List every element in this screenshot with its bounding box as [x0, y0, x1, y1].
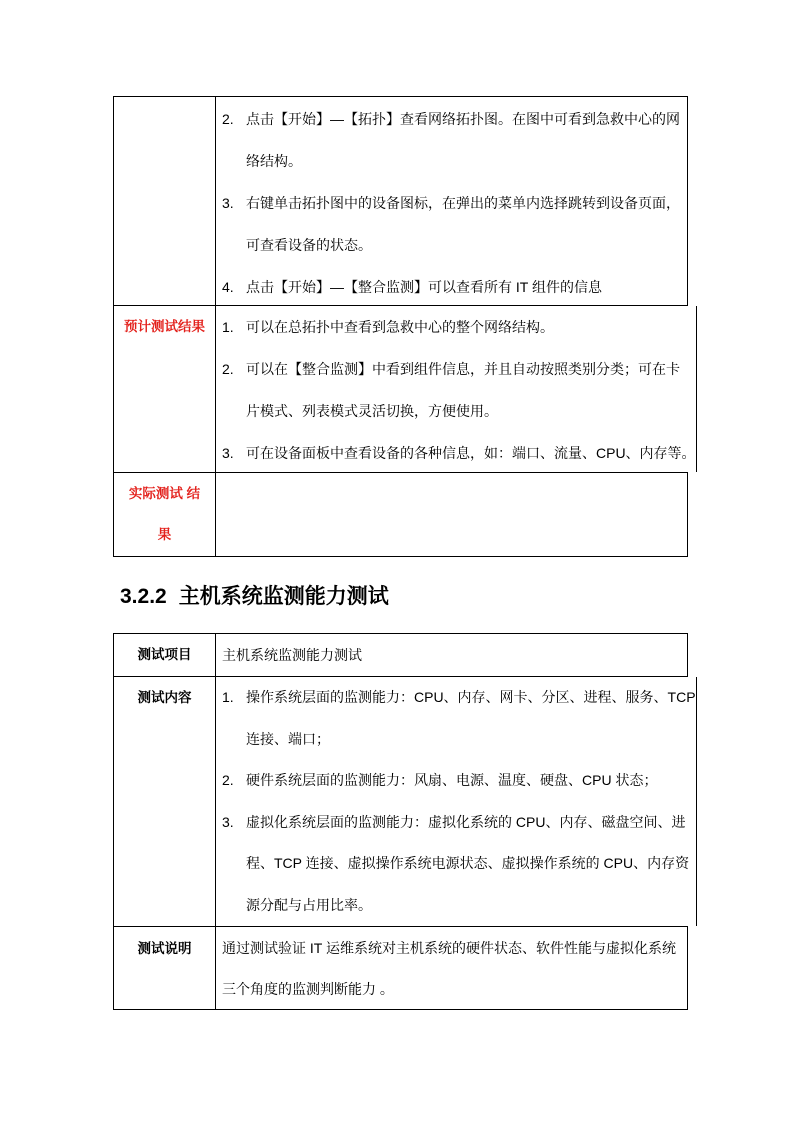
- list-item: [222, 306, 696, 348]
- item-number: 3.: [222, 813, 234, 830]
- list-item: [222, 760, 696, 802]
- item-text: 硬件系统层面的监测能力：风扇、电源、温度、硬盘、CPU 状态；: [246, 772, 658, 789]
- actual-result-label-line: 实际测试 结: [128, 486, 201, 501]
- item-text: 右键单击拓扑图中的设备图标，在弹出的菜单内选择跳转到设备页面，: [246, 195, 680, 211]
- row-label-cell: [114, 306, 216, 472]
- list-item-line: [222, 348, 696, 390]
- item-text: 点击【开始】—【整合监测】可以查看所有 IT 组件的信息: [246, 279, 602, 295]
- list-item-line: [222, 306, 696, 348]
- list-item-line: [222, 432, 696, 474]
- table-row: [114, 677, 696, 927]
- row-content-cell: [216, 473, 688, 556]
- item-number: 1.: [222, 689, 234, 705]
- expected-result-label: 预计测试结果: [124, 319, 205, 334]
- list-item: [222, 802, 696, 927]
- row-label-cell: [114, 97, 216, 305]
- list-item: [222, 348, 696, 432]
- item-text-continued: 连接、端口；: [246, 730, 330, 747]
- item-text-continued: 源分配与占用比率。: [246, 896, 372, 913]
- table-row: [114, 306, 696, 473]
- row-label-cell: [114, 927, 216, 1009]
- list-item-line: [222, 802, 696, 844]
- list-item: [222, 98, 687, 182]
- list-item-line: [222, 677, 696, 719]
- test-content-label: 测试内容: [137, 690, 192, 705]
- actual-result-label-line: 果: [157, 527, 172, 542]
- item-text-continued: 络结构。: [246, 153, 302, 169]
- item-number: 2.: [222, 111, 234, 127]
- row-label-cell: [114, 677, 216, 926]
- row-content-cell: [216, 97, 688, 305]
- test-item-value: 主机系统监测能力测试: [222, 647, 362, 663]
- list-item-line: [222, 266, 687, 308]
- item-number: 2.: [222, 361, 234, 377]
- host-monitoring-test-table: [113, 633, 696, 1010]
- list-item: [222, 432, 696, 474]
- list-item: [222, 182, 687, 266]
- item-text: 可在设备面板中查看设备的各种信息，如：端口、流量、CPU、内存等。: [246, 445, 696, 461]
- row-content-cell: [216, 677, 697, 926]
- table-row: [114, 473, 688, 557]
- list-item-line: [222, 98, 687, 140]
- item-text: 可以在总拓扑中查看到急救中心的整个网络结构。: [246, 319, 554, 335]
- test-item-label: 测试项目: [137, 647, 192, 662]
- list-item-line: [222, 760, 696, 802]
- row-content-cell: [216, 306, 697, 472]
- row-content-cell: [216, 634, 688, 676]
- test-description-text: 三个角度的监测判断能力 。: [222, 981, 394, 997]
- row-label-cell: [114, 634, 216, 676]
- item-number: 1.: [222, 319, 234, 335]
- list-item: [222, 266, 687, 308]
- section-heading: [120, 582, 389, 612]
- item-text: 可以在【整合监测】中看到组件信息，并且自动按照类别分类；可在卡: [246, 361, 680, 377]
- section-number: 3.2.2: [120, 585, 167, 608]
- item-number: 2.: [222, 772, 234, 789]
- item-text: 虚拟化系统层面的监测能力：虚拟化系统的 CPU、内存、磁盘空间、进: [246, 813, 686, 830]
- item-text-continued: 程、TCP 连接、虚拟操作系统电源状态、虚拟操作系统的 CPU、内存资: [246, 855, 690, 872]
- item-number: 4.: [222, 279, 234, 295]
- test-description-label: 测试说明: [137, 941, 192, 956]
- table-row: [114, 97, 688, 306]
- table-row: [114, 927, 688, 1010]
- item-number: 3.: [222, 195, 234, 211]
- section-title: 主机系统监测能力测试: [178, 585, 389, 608]
- item-text: 操作系统层面的监测能力：CPU、内存、网卡、分区、进程、服务、TCP: [246, 689, 696, 705]
- row-label-cell: [114, 473, 216, 556]
- test-steps-table: [113, 96, 696, 557]
- item-number: 3.: [222, 445, 234, 461]
- list-item: [222, 677, 696, 760]
- table-row: [114, 634, 688, 677]
- test-description-text: 通过测试验证 IT 运维系统对主机系统的硬件状态、软件性能与虚拟化系统: [222, 940, 676, 956]
- row-content-cell: [216, 927, 688, 1009]
- item-text: 点击【开始】—【拓扑】查看网络拓扑图。在图中可看到急救中心的网: [246, 111, 680, 127]
- list-item-line: [222, 182, 687, 224]
- item-text-continued: 片模式、列表模式灵活切换，方便使用。: [246, 403, 498, 419]
- item-text-continued: 可查看设备的状态。: [246, 237, 372, 253]
